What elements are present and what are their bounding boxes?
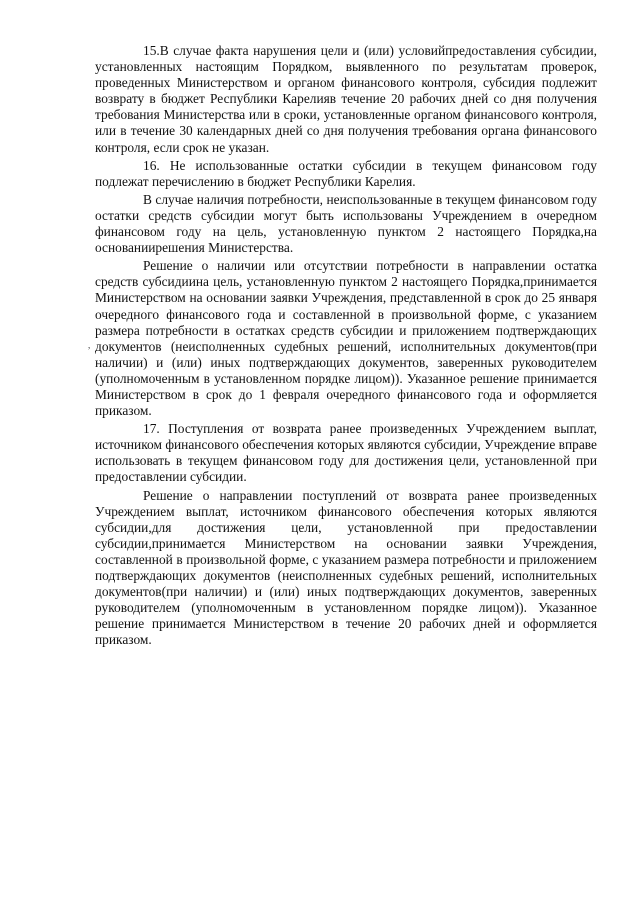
document-page — [95, 43, 597, 648]
paragraph-16-unused-balances: 16. Не использованные остатки субсидии в текущем финансовом году подлежат перечислению в бюджет Республики Карелия. — [95, 157, 597, 189]
paragraph-16-need-for-balances: В случае наличия потребности, неиспользованные в текущем финансовом году остатки средств субсидии могут быть использованы Учреждением в очередном финансовом году на цель, установленную пунктом 2 настоящего Порядка,на основаниирешения Министерства. — [95, 191, 597, 256]
paragraph-17-returned-payments: 17. Поступления от возврата ранее произведенных Учреждением выплат, источником финансового обеспечения которых являются субсидии, Учреждение вправе использовать в текущем финансовом году для достижения цели, установленной при предоставлении субсидии. — [95, 421, 597, 485]
paragraph-17-decision-on-returns: Решение о направлении поступлений от возврата ранее произведенных Учреждением выплат, источником финансового обеспечения которых являются субсидии,для достижения цели, установленной при предоставлении субсидии,принимается Министерством на основании заявки Учреждения, составленной в произвольной форме, с указанием размера потребности и приложением подтверждающих документов (неисполненных судебных решений, исполнительных документов(при наличии) и (или) иных подтверждающих документов, заверенных руководителем (уполномоченным в установленном порядке лицом)). Указанное решение принимается Министерством в течение 20 рабочих дней и оформляется приказом. — [95, 487, 597, 648]
paragraph-16-decision-on-balances: Решение о наличии или отсутствии потребности в направлении остатка средств субсидиина цель, установленную пунктом 2 настоящего Порядка,принимается Министерством на основании заявки Учреждения, представленной в срок до 25 января очередного финансового года и составленной в произвольной форме, с указанием размера потребности в остатках средств субсидии и приложением подтверждающих документов (неисполненных судебных решений, исполнительных документов(при наличии) и (или) иных подтверждающих документов, заверенных руководителем (уполномоченным в установленном порядке лицом)). Указанное решение принимается Министерством в срок до 1 февраля очередного финансового года и оформляется приказом. — [95, 258, 597, 419]
paragraph-15-refund-of-subsidy: 15.В случае факта нарушения цели и (или) условийпредоставления субсидии, установленных настоящим Порядком, выявленного по результатам проверок, проведенных Министерством и органом финансового контроля, субсидия подлежит возврату в бюджет Республики Карелияв течение 20 рабочих дней со дня получения требования Министерства или в сроки, установленные органом финансового контроля, или в течение 30 календарных дней со дня получения требования органа финансового контроля, если срок не указан. — [95, 43, 597, 155]
margin-mark: , — [88, 340, 91, 350]
